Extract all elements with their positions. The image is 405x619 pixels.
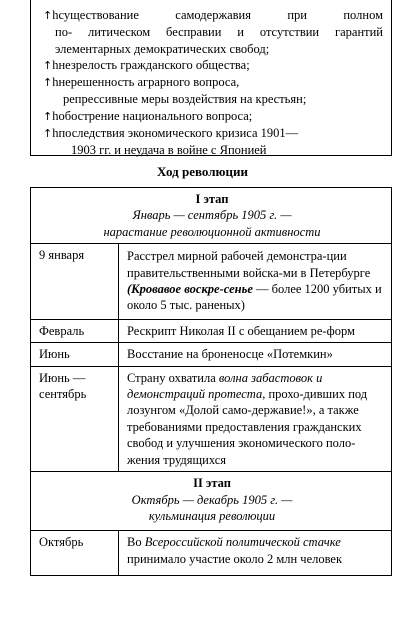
section-title: Ход революции [157, 164, 248, 179]
event-date: Февраль [31, 319, 119, 342]
event-description: Во Всероссийской политической стачке принимало участие около 2 млн человек [119, 531, 392, 576]
stage-dates: Октябрь — декабрь 1905 г. — [131, 492, 293, 507]
stage-subtitle: нарастание революционной активности [103, 224, 321, 239]
stage-subtitle: кульминация революции [148, 508, 276, 523]
cause-item: ↑hобострение национального вопроса; [43, 108, 253, 123]
cause-item: ↑hнезрелость гражданского общества; [43, 57, 250, 72]
event-date: 9 января [31, 244, 119, 320]
stage-header-row [31, 188, 392, 244]
event-date: Октябрь [31, 531, 119, 576]
revolution-table [30, 187, 392, 576]
arrow-up-icon: ↑ [43, 127, 53, 141]
arrow-up-icon: ↑ [43, 76, 53, 90]
stage-header [31, 472, 392, 531]
arrow-up-icon: ↑ [43, 9, 53, 22]
event-description: Рескрипт Николая II с обещанием ре-форм [119, 319, 392, 342]
table-row [31, 366, 392, 471]
event-description: Восстание на броненосце «Потемкин» [119, 343, 392, 366]
stage-name: I этап [195, 192, 229, 206]
stage-name: II этап [193, 476, 231, 491]
stage-dates: Январь — сентябрь 1905 г. — [132, 208, 292, 223]
table-row [31, 244, 392, 320]
causes-box [30, 0, 392, 156]
stage-header-row [31, 472, 392, 531]
table-row [31, 319, 392, 342]
table-row [31, 343, 392, 366]
arrow-up-icon: ↑ [43, 109, 53, 123]
arrow-up-icon: ↑ [43, 58, 53, 72]
event-description: Страну охватила волна забастовок и демонстраций протеста, прохо-дивших под лозунгом «Долой само-державие!», а также требованиями предоставления гражданских свобод и улучшения экономического поло-жения трудящихся [119, 366, 392, 471]
stage-header [31, 188, 392, 244]
cause-item: ↑hсуществование самодержавия при полном [43, 8, 383, 22]
cause-item-continuation: по- литическом бесправии и отсутствии гарантий элементарных демократических свобод; [55, 25, 383, 56]
cause-item: ↑hпоследствия экономического кризиса 1901— 1903 гг. и неудача в войне с Японией [43, 126, 299, 158]
event-date: Июнь [31, 343, 119, 366]
event-description: Расстрел мирной рабочей демонстра-ции правительственными войска-ми в Петербурге (Кровавое воскре-сенье — более 1200 убитых и около 5 тыс. раненых) [119, 244, 392, 320]
cause-item: ↑hнерешенность аграрного вопроса, репрессивные меры воздействия на крестьян; [43, 75, 307, 107]
event-date: Июнь — сентябрь [31, 366, 119, 471]
table-row [31, 531, 392, 576]
